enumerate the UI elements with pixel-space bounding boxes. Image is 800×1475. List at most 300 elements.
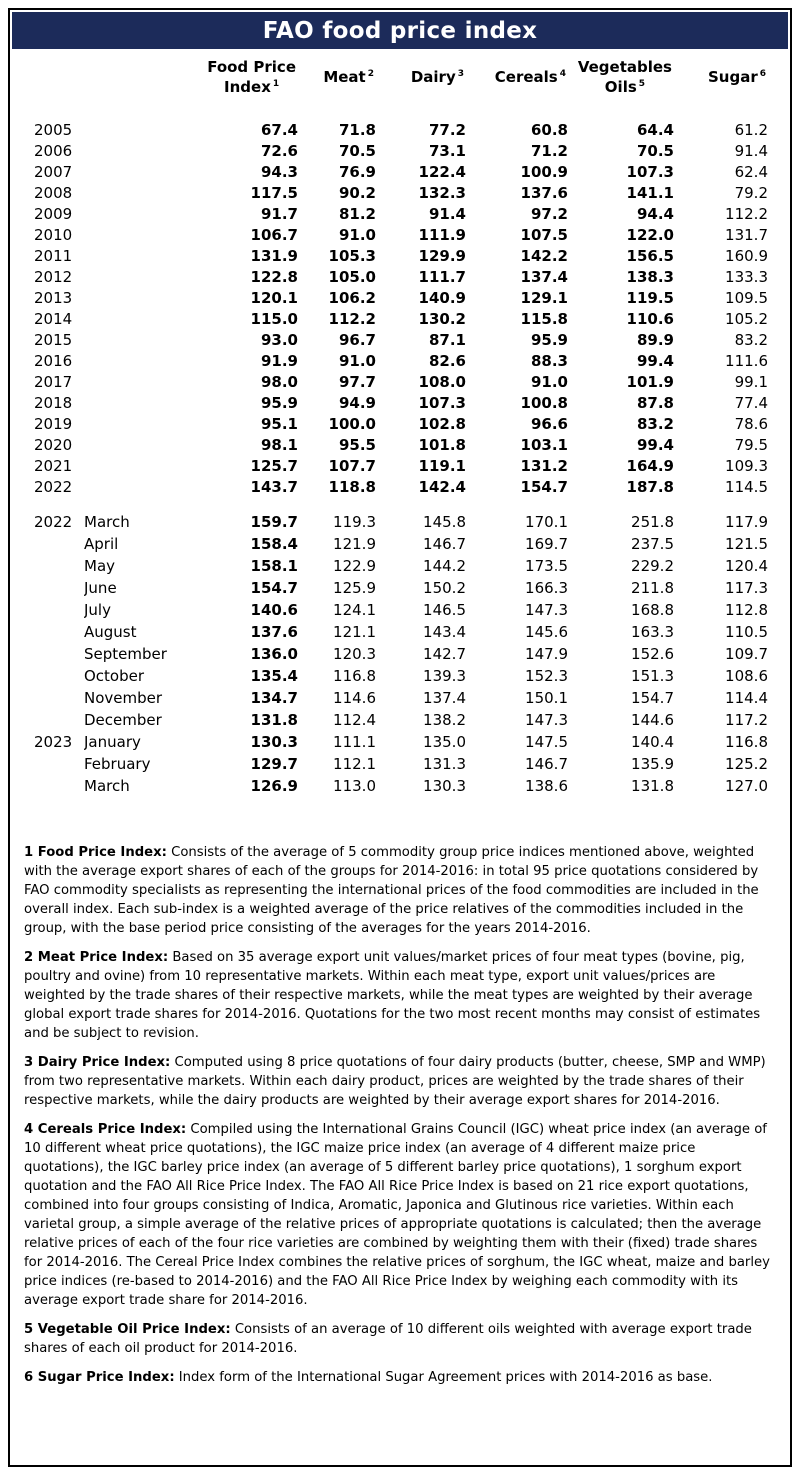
value-cell: 154.7 bbox=[631, 688, 674, 707]
month-cell bbox=[84, 456, 182, 477]
value-cell: 91.9 bbox=[260, 352, 298, 370]
month-cell: April bbox=[84, 534, 119, 553]
footnote-1 bbox=[24, 843, 776, 938]
value-cell: 211.8 bbox=[631, 578, 674, 597]
value-cell: 138.2 bbox=[423, 710, 466, 729]
month-cell: July bbox=[84, 600, 111, 619]
value-cell: 83.2 bbox=[636, 415, 674, 433]
year-cell: 2020 bbox=[34, 436, 73, 454]
annual-table-row bbox=[34, 372, 768, 393]
annual-table-row bbox=[34, 351, 768, 372]
month-cell bbox=[84, 246, 182, 267]
value-cell: 64.4 bbox=[636, 121, 674, 139]
value-cell: 164.9 bbox=[626, 457, 674, 475]
value-cell: 118.8 bbox=[328, 478, 376, 496]
month-cell bbox=[84, 120, 182, 141]
col-header-food-price-index bbox=[182, 57, 298, 120]
month-cell bbox=[84, 309, 182, 330]
value-cell: 137.6 bbox=[250, 622, 298, 641]
value-cell: 111.6 bbox=[725, 352, 768, 370]
value-cell: 114.6 bbox=[333, 688, 376, 707]
month-cell: February bbox=[84, 754, 151, 773]
value-cell: 109.7 bbox=[725, 644, 768, 663]
value-cell: 129.7 bbox=[250, 754, 298, 773]
value-cell: 103.1 bbox=[520, 436, 568, 454]
value-cell: 95.9 bbox=[530, 331, 568, 349]
annual-table-row bbox=[34, 435, 768, 456]
footnote-text: Index form of the International Sugar Agreement prices with 2014-2016 as base. bbox=[178, 1369, 713, 1385]
monthly-table-row bbox=[34, 731, 768, 753]
value-cell: 158.4 bbox=[250, 534, 298, 553]
col-label: Food Price bbox=[207, 58, 296, 76]
month-cell bbox=[84, 288, 182, 309]
value-cell: 62.4 bbox=[734, 163, 768, 181]
annual-table-row bbox=[34, 414, 768, 435]
value-cell: 121.9 bbox=[333, 534, 376, 553]
value-cell: 100.0 bbox=[328, 415, 376, 433]
value-cell: 76.9 bbox=[338, 163, 376, 181]
footnote-text: Consists of an average of 10 different oils weighted with average export trade shares of each oil product for 2014-2016. bbox=[24, 1321, 752, 1356]
value-cell: 152.6 bbox=[631, 644, 674, 663]
month-cell bbox=[84, 204, 182, 225]
value-cell: 112.2 bbox=[328, 310, 376, 328]
value-cell: 94.9 bbox=[338, 394, 376, 412]
value-cell: 110.6 bbox=[626, 310, 674, 328]
value-cell: 237.5 bbox=[631, 534, 674, 553]
value-cell: 109.5 bbox=[725, 289, 768, 307]
value-cell: 129.9 bbox=[418, 247, 466, 265]
value-cell: 109.3 bbox=[725, 457, 768, 475]
month-cell: August bbox=[84, 622, 137, 641]
value-cell: 107.3 bbox=[626, 163, 674, 181]
table-header bbox=[34, 57, 768, 120]
value-cell: 94.4 bbox=[636, 205, 674, 223]
month-cell: May bbox=[84, 556, 116, 575]
annual-table-row bbox=[34, 141, 768, 162]
value-cell: 125.9 bbox=[333, 578, 376, 597]
value-cell: 91.4 bbox=[734, 142, 768, 160]
year-cell: 2013 bbox=[34, 289, 73, 307]
month-cell: October bbox=[84, 666, 145, 685]
annual-table-row bbox=[34, 477, 768, 498]
year-cell: 2014 bbox=[34, 310, 73, 328]
value-cell: 111.9 bbox=[418, 226, 466, 244]
value-cell: 93.0 bbox=[260, 331, 298, 349]
year-cell: 2012 bbox=[34, 268, 73, 286]
value-cell: 146.5 bbox=[423, 600, 466, 619]
value-cell: 100.9 bbox=[520, 163, 568, 181]
footnote-2 bbox=[24, 948, 776, 1043]
value-cell: 91.4 bbox=[428, 205, 466, 223]
year-cell: 2009 bbox=[34, 205, 73, 223]
value-cell: 134.7 bbox=[250, 688, 298, 707]
value-cell: 101.8 bbox=[418, 436, 466, 454]
value-cell: 97.7 bbox=[338, 373, 376, 391]
annual-table-row bbox=[34, 456, 768, 477]
value-cell: 114.4 bbox=[725, 688, 768, 707]
month-cell: March bbox=[84, 776, 130, 795]
value-cell: 151.3 bbox=[631, 666, 674, 685]
year-cell bbox=[34, 753, 84, 775]
year-cell: 2016 bbox=[34, 352, 73, 370]
value-cell: 94.3 bbox=[260, 163, 298, 181]
value-cell: 114.5 bbox=[725, 478, 768, 496]
value-cell: 140.6 bbox=[250, 600, 298, 619]
annual-table-row bbox=[34, 309, 768, 330]
month-cell: March bbox=[84, 512, 130, 531]
monthly-table-row bbox=[34, 555, 768, 577]
annual-table-row bbox=[34, 267, 768, 288]
footnote-ref: 1 bbox=[272, 79, 280, 90]
footnote-label: 4 Cereals Price Index: bbox=[24, 1121, 187, 1137]
month-cell bbox=[84, 162, 182, 183]
annual-table-row bbox=[34, 225, 768, 246]
year-cell: 2011 bbox=[34, 247, 73, 265]
value-cell: 140.4 bbox=[631, 732, 674, 751]
month-cell: September bbox=[84, 644, 167, 663]
year-cell: 2019 bbox=[34, 415, 73, 433]
footnote-3 bbox=[24, 1053, 776, 1110]
value-cell: 131.7 bbox=[725, 226, 768, 244]
value-cell: 130.2 bbox=[418, 310, 466, 328]
value-cell: 98.0 bbox=[260, 373, 298, 391]
value-cell: 77.2 bbox=[428, 121, 466, 139]
value-cell: 150.1 bbox=[525, 688, 568, 707]
annual-table-row bbox=[34, 330, 768, 351]
value-cell: 106.7 bbox=[250, 226, 298, 244]
value-cell: 107.7 bbox=[328, 457, 376, 475]
col-header-sugar bbox=[674, 57, 768, 120]
table-section-spacer bbox=[34, 498, 768, 511]
value-cell: 112.1 bbox=[333, 754, 376, 773]
col-label: Dairy bbox=[410, 68, 456, 87]
value-cell: 83.2 bbox=[734, 331, 768, 349]
value-cell: 87.8 bbox=[636, 394, 674, 412]
price-index-table bbox=[34, 57, 768, 797]
col-header-meat bbox=[298, 57, 376, 120]
value-cell: 147.3 bbox=[525, 710, 568, 729]
month-cell bbox=[84, 267, 182, 288]
value-cell: 61.2 bbox=[734, 121, 768, 139]
value-cell: 168.8 bbox=[631, 600, 674, 619]
monthly-table-row bbox=[34, 621, 768, 643]
value-cell: 116.8 bbox=[725, 732, 768, 751]
value-cell: 119.5 bbox=[626, 289, 674, 307]
footnote-label: 6 Sugar Price Index: bbox=[24, 1369, 175, 1385]
value-cell: 112.2 bbox=[725, 205, 768, 223]
value-cell: 144.6 bbox=[631, 710, 674, 729]
value-cell: 122.0 bbox=[626, 226, 674, 244]
value-cell: 141.1 bbox=[626, 184, 674, 202]
value-cell: 156.5 bbox=[626, 247, 674, 265]
monthly-table-row bbox=[34, 643, 768, 665]
month-cell: January bbox=[84, 732, 141, 751]
value-cell: 142.4 bbox=[418, 478, 466, 496]
value-cell: 107.5 bbox=[520, 226, 568, 244]
month-cell: November bbox=[84, 688, 163, 707]
value-cell: 99.1 bbox=[734, 373, 768, 391]
monthly-table-row bbox=[34, 533, 768, 555]
col-label: Meat bbox=[323, 68, 366, 87]
year-cell bbox=[34, 577, 84, 599]
value-cell: 91.0 bbox=[530, 373, 568, 391]
value-cell: 137.4 bbox=[520, 268, 568, 286]
col-label: Vegetables bbox=[577, 58, 672, 76]
value-cell: 108.6 bbox=[725, 666, 768, 685]
value-cell: 137.6 bbox=[520, 184, 568, 202]
value-cell: 152.3 bbox=[525, 666, 568, 685]
value-cell: 135.4 bbox=[250, 666, 298, 685]
value-cell: 130.3 bbox=[423, 776, 466, 795]
annual-table-row bbox=[34, 204, 768, 225]
value-cell: 145.8 bbox=[423, 512, 466, 531]
value-cell: 125.7 bbox=[250, 457, 298, 475]
year-cell bbox=[34, 599, 84, 621]
value-cell: 135.9 bbox=[631, 754, 674, 773]
value-cell: 70.5 bbox=[636, 142, 674, 160]
value-cell: 147.9 bbox=[525, 644, 568, 663]
value-cell: 71.8 bbox=[338, 121, 376, 139]
col-label: Cereals bbox=[494, 68, 558, 87]
value-cell: 105.3 bbox=[328, 247, 376, 265]
value-cell: 95.9 bbox=[260, 394, 298, 412]
month-column-header bbox=[84, 57, 182, 120]
value-cell: 67.4 bbox=[260, 121, 298, 139]
col-header-vegetable-oils bbox=[568, 57, 674, 120]
value-cell: 125.2 bbox=[725, 754, 768, 773]
monthly-table-row bbox=[34, 753, 768, 775]
value-cell: 78.6 bbox=[734, 415, 768, 433]
month-cell bbox=[84, 225, 182, 246]
month-cell bbox=[84, 351, 182, 372]
value-cell: 95.5 bbox=[338, 436, 376, 454]
value-cell: 147.5 bbox=[525, 732, 568, 751]
value-cell: 98.1 bbox=[260, 436, 298, 454]
value-cell: 88.3 bbox=[530, 352, 568, 370]
value-cell: 116.8 bbox=[333, 666, 376, 685]
value-cell: 131.3 bbox=[423, 754, 466, 773]
value-cell: 107.3 bbox=[418, 394, 466, 412]
value-cell: 117.2 bbox=[725, 710, 768, 729]
monthly-table-row bbox=[34, 775, 768, 797]
value-cell: 122.4 bbox=[418, 163, 466, 181]
year-cell: 2007 bbox=[34, 163, 73, 181]
value-cell: 130.3 bbox=[250, 732, 298, 751]
value-cell: 138.6 bbox=[525, 776, 568, 795]
value-cell: 112.4 bbox=[333, 710, 376, 729]
value-cell: 163.3 bbox=[631, 622, 674, 641]
footnote-label: 3 Dairy Price Index: bbox=[24, 1054, 171, 1070]
year-cell bbox=[34, 687, 84, 709]
month-cell bbox=[84, 372, 182, 393]
value-cell: 102.8 bbox=[418, 415, 466, 433]
value-cell: 121.1 bbox=[333, 622, 376, 641]
month-cell bbox=[84, 330, 182, 351]
footnote-ref: 4 bbox=[559, 69, 566, 80]
value-cell: 126.9 bbox=[250, 776, 298, 795]
value-cell: 105.0 bbox=[328, 268, 376, 286]
value-cell: 143.7 bbox=[250, 478, 298, 496]
footnote-text: Computed using 8 price quotations of four dairy products (butter, cheese, SMP and WMP) from two representative markets. Within each dairy product, prices are weighted by the trade shares of their respective markets, while the dairy products are weighted by their average export shares for 2014-2016. bbox=[24, 1054, 766, 1108]
year-column-header bbox=[34, 57, 84, 120]
table-header-row bbox=[34, 57, 768, 120]
value-cell: 170.1 bbox=[525, 512, 568, 531]
value-cell: 108.0 bbox=[418, 373, 466, 391]
value-cell: 120.3 bbox=[333, 644, 376, 663]
footnotes-section bbox=[24, 843, 776, 1387]
value-cell: 139.3 bbox=[423, 666, 466, 685]
footnote-text: Compiled using the International Grains Council (IGC) wheat price index (an average of 10 different wheat price quotations), the IGC maize price index (an average of 4 different maize price quotations), the IGC barley price index (an average of 5 different barley price quotations), 1 sorghum export quotation and the FAO All Rice Price Index. The FAO All Rice Price Index is based on 21 rice export quotations, combined into four groups consisting of Indica, Aromatic, Japonica and Glutinous rice varieties. Within each varietal group, a simple average of the relative prices of appropriate quotations is calculated; then the average relative prices of each of the four rice varieties are combined by weighting them with their (fixed) trade shares for 2014-2016. The Cereal Price Index combines the relative prices of sorghum, the IGC wheat, maize and barley price indices (re-based to 2014-2016) and the FAO All Rice Price Index by weighing each commodity with its average export trade share for 2014-2016. bbox=[24, 1121, 770, 1308]
value-cell: 91.0 bbox=[338, 226, 376, 244]
value-cell: 117.3 bbox=[725, 578, 768, 597]
value-cell: 150.2 bbox=[423, 578, 466, 597]
month-cell bbox=[84, 141, 182, 162]
footnote-label: 5 Vegetable Oil Price Index: bbox=[24, 1321, 231, 1337]
year-cell: 2021 bbox=[34, 457, 73, 475]
value-cell: 89.9 bbox=[636, 331, 674, 349]
value-cell: 131.9 bbox=[250, 247, 298, 265]
value-cell: 154.7 bbox=[250, 578, 298, 597]
value-cell: 111.7 bbox=[418, 268, 466, 286]
annual-table-row bbox=[34, 120, 768, 141]
value-cell: 124.1 bbox=[333, 600, 376, 619]
value-cell: 119.3 bbox=[333, 512, 376, 531]
value-cell: 166.3 bbox=[525, 578, 568, 597]
year-cell bbox=[34, 665, 84, 687]
value-cell: 115.8 bbox=[520, 310, 568, 328]
col-label: Index bbox=[224, 78, 271, 97]
value-cell: 70.5 bbox=[338, 142, 376, 160]
value-cell: 112.8 bbox=[725, 600, 768, 619]
value-cell: 79.2 bbox=[734, 184, 768, 202]
monthly-table-row bbox=[34, 577, 768, 599]
value-cell: 91.7 bbox=[260, 205, 298, 223]
year-cell bbox=[34, 709, 84, 731]
monthly-table-row bbox=[34, 599, 768, 621]
value-cell: 142.2 bbox=[520, 247, 568, 265]
value-cell: 187.8 bbox=[626, 478, 674, 496]
footnote-ref: 5 bbox=[638, 79, 646, 90]
value-cell: 131.8 bbox=[250, 710, 298, 729]
value-cell: 111.1 bbox=[333, 732, 376, 751]
year-cell: 2015 bbox=[34, 331, 73, 349]
value-cell: 106.2 bbox=[328, 289, 376, 307]
footnote-label: 2 Meat Price Index: bbox=[24, 949, 169, 965]
value-cell: 146.7 bbox=[525, 754, 568, 773]
value-cell: 71.2 bbox=[530, 142, 568, 160]
value-cell: 140.9 bbox=[418, 289, 466, 307]
year-cell bbox=[34, 533, 84, 555]
value-cell: 229.2 bbox=[631, 556, 674, 575]
value-cell: 113.0 bbox=[333, 776, 376, 795]
year-cell bbox=[34, 621, 84, 643]
footnote-5 bbox=[24, 1320, 776, 1358]
value-cell: 127.0 bbox=[725, 776, 768, 795]
month-cell: December bbox=[84, 710, 162, 729]
value-cell: 82.6 bbox=[428, 352, 466, 370]
value-cell: 95.1 bbox=[260, 415, 298, 433]
footnote-text: Based on 35 average export unit values/market prices of four meat types (bovine, pig, poultry and ovine) from 10 representative markets. Within each meat type, export unit values/prices are weighted by the trade shares of their respective markets, while the meat types are weighted by their average global export trade shares for 2014-2016. Quotations for the two most recent months may consist of estimates and be subject to revision. bbox=[24, 949, 761, 1041]
monthly-table-row bbox=[34, 665, 768, 687]
annual-table-row bbox=[34, 246, 768, 267]
value-cell: 135.0 bbox=[423, 732, 466, 751]
year-cell: 2017 bbox=[34, 373, 73, 391]
value-cell: 158.1 bbox=[250, 556, 298, 575]
footnote-ref: 3 bbox=[457, 69, 464, 80]
value-cell: 169.7 bbox=[525, 534, 568, 553]
value-cell: 117.9 bbox=[725, 512, 768, 531]
value-cell: 147.3 bbox=[525, 600, 568, 619]
value-cell: 138.3 bbox=[626, 268, 674, 286]
col-label: Oils bbox=[604, 78, 637, 97]
annual-table-row bbox=[34, 393, 768, 414]
value-cell: 160.9 bbox=[725, 247, 768, 265]
monthly-table-row bbox=[34, 687, 768, 709]
monthly-table-row bbox=[34, 511, 768, 533]
year-cell: 2005 bbox=[34, 121, 73, 139]
month-cell bbox=[84, 183, 182, 204]
value-cell: 173.5 bbox=[525, 556, 568, 575]
month-cell bbox=[84, 414, 182, 435]
month-cell bbox=[84, 435, 182, 456]
col-label: Sugar bbox=[707, 68, 758, 87]
value-cell: 137.4 bbox=[423, 688, 466, 707]
footnote-label: 1 Food Price Index: bbox=[24, 844, 167, 860]
value-cell: 122.9 bbox=[333, 556, 376, 575]
value-cell: 87.1 bbox=[428, 331, 466, 349]
footnote-4 bbox=[24, 1120, 776, 1310]
value-cell: 115.0 bbox=[250, 310, 298, 328]
value-cell: 101.9 bbox=[626, 373, 674, 391]
year-cell: 2018 bbox=[34, 394, 73, 412]
annual-table-row bbox=[34, 183, 768, 204]
value-cell: 120.1 bbox=[250, 289, 298, 307]
value-cell: 117.5 bbox=[250, 184, 298, 202]
value-cell: 77.4 bbox=[734, 394, 768, 412]
value-cell: 121.5 bbox=[725, 534, 768, 553]
value-cell: 97.2 bbox=[530, 205, 568, 223]
annual-table-row bbox=[34, 162, 768, 183]
document-page bbox=[8, 8, 792, 1467]
value-cell: 144.2 bbox=[423, 556, 466, 575]
value-cell: 105.2 bbox=[725, 310, 768, 328]
value-cell: 131.8 bbox=[631, 776, 674, 795]
title-bar bbox=[12, 12, 788, 49]
value-cell: 142.7 bbox=[423, 644, 466, 663]
year-cell bbox=[34, 643, 84, 665]
value-cell: 60.8 bbox=[530, 121, 568, 139]
value-cell: 96.7 bbox=[338, 331, 376, 349]
value-cell: 110.5 bbox=[725, 622, 768, 641]
year-cell: 2022 bbox=[34, 478, 73, 496]
value-cell: 91.0 bbox=[338, 352, 376, 370]
value-cell: 154.7 bbox=[520, 478, 568, 496]
month-cell bbox=[84, 393, 182, 414]
value-cell: 159.7 bbox=[250, 512, 298, 531]
value-cell: 146.7 bbox=[423, 534, 466, 553]
value-cell: 100.8 bbox=[520, 394, 568, 412]
monthly-table-row bbox=[34, 709, 768, 731]
year-cell: 2006 bbox=[34, 142, 73, 160]
value-cell: 136.0 bbox=[250, 644, 298, 663]
footnote-text: Consists of the average of 5 commodity group price indices mentioned above, weighted with the average export shares of each of the groups for 2014-2016: in total 95 price quotations considered by FAO commodity specialists as representing the international prices of the food commodities are included in the overall index. Each sub-index is a weighted average of the price relatives of the commodities included in the group, with the base period price consisting of the averages for the years 2014-2016. bbox=[24, 844, 759, 936]
value-cell: 119.1 bbox=[418, 457, 466, 475]
value-cell: 145.6 bbox=[525, 622, 568, 641]
value-cell: 96.6 bbox=[530, 415, 568, 433]
value-cell: 133.3 bbox=[725, 268, 768, 286]
value-cell: 90.2 bbox=[338, 184, 376, 202]
annual-table-row bbox=[34, 288, 768, 309]
